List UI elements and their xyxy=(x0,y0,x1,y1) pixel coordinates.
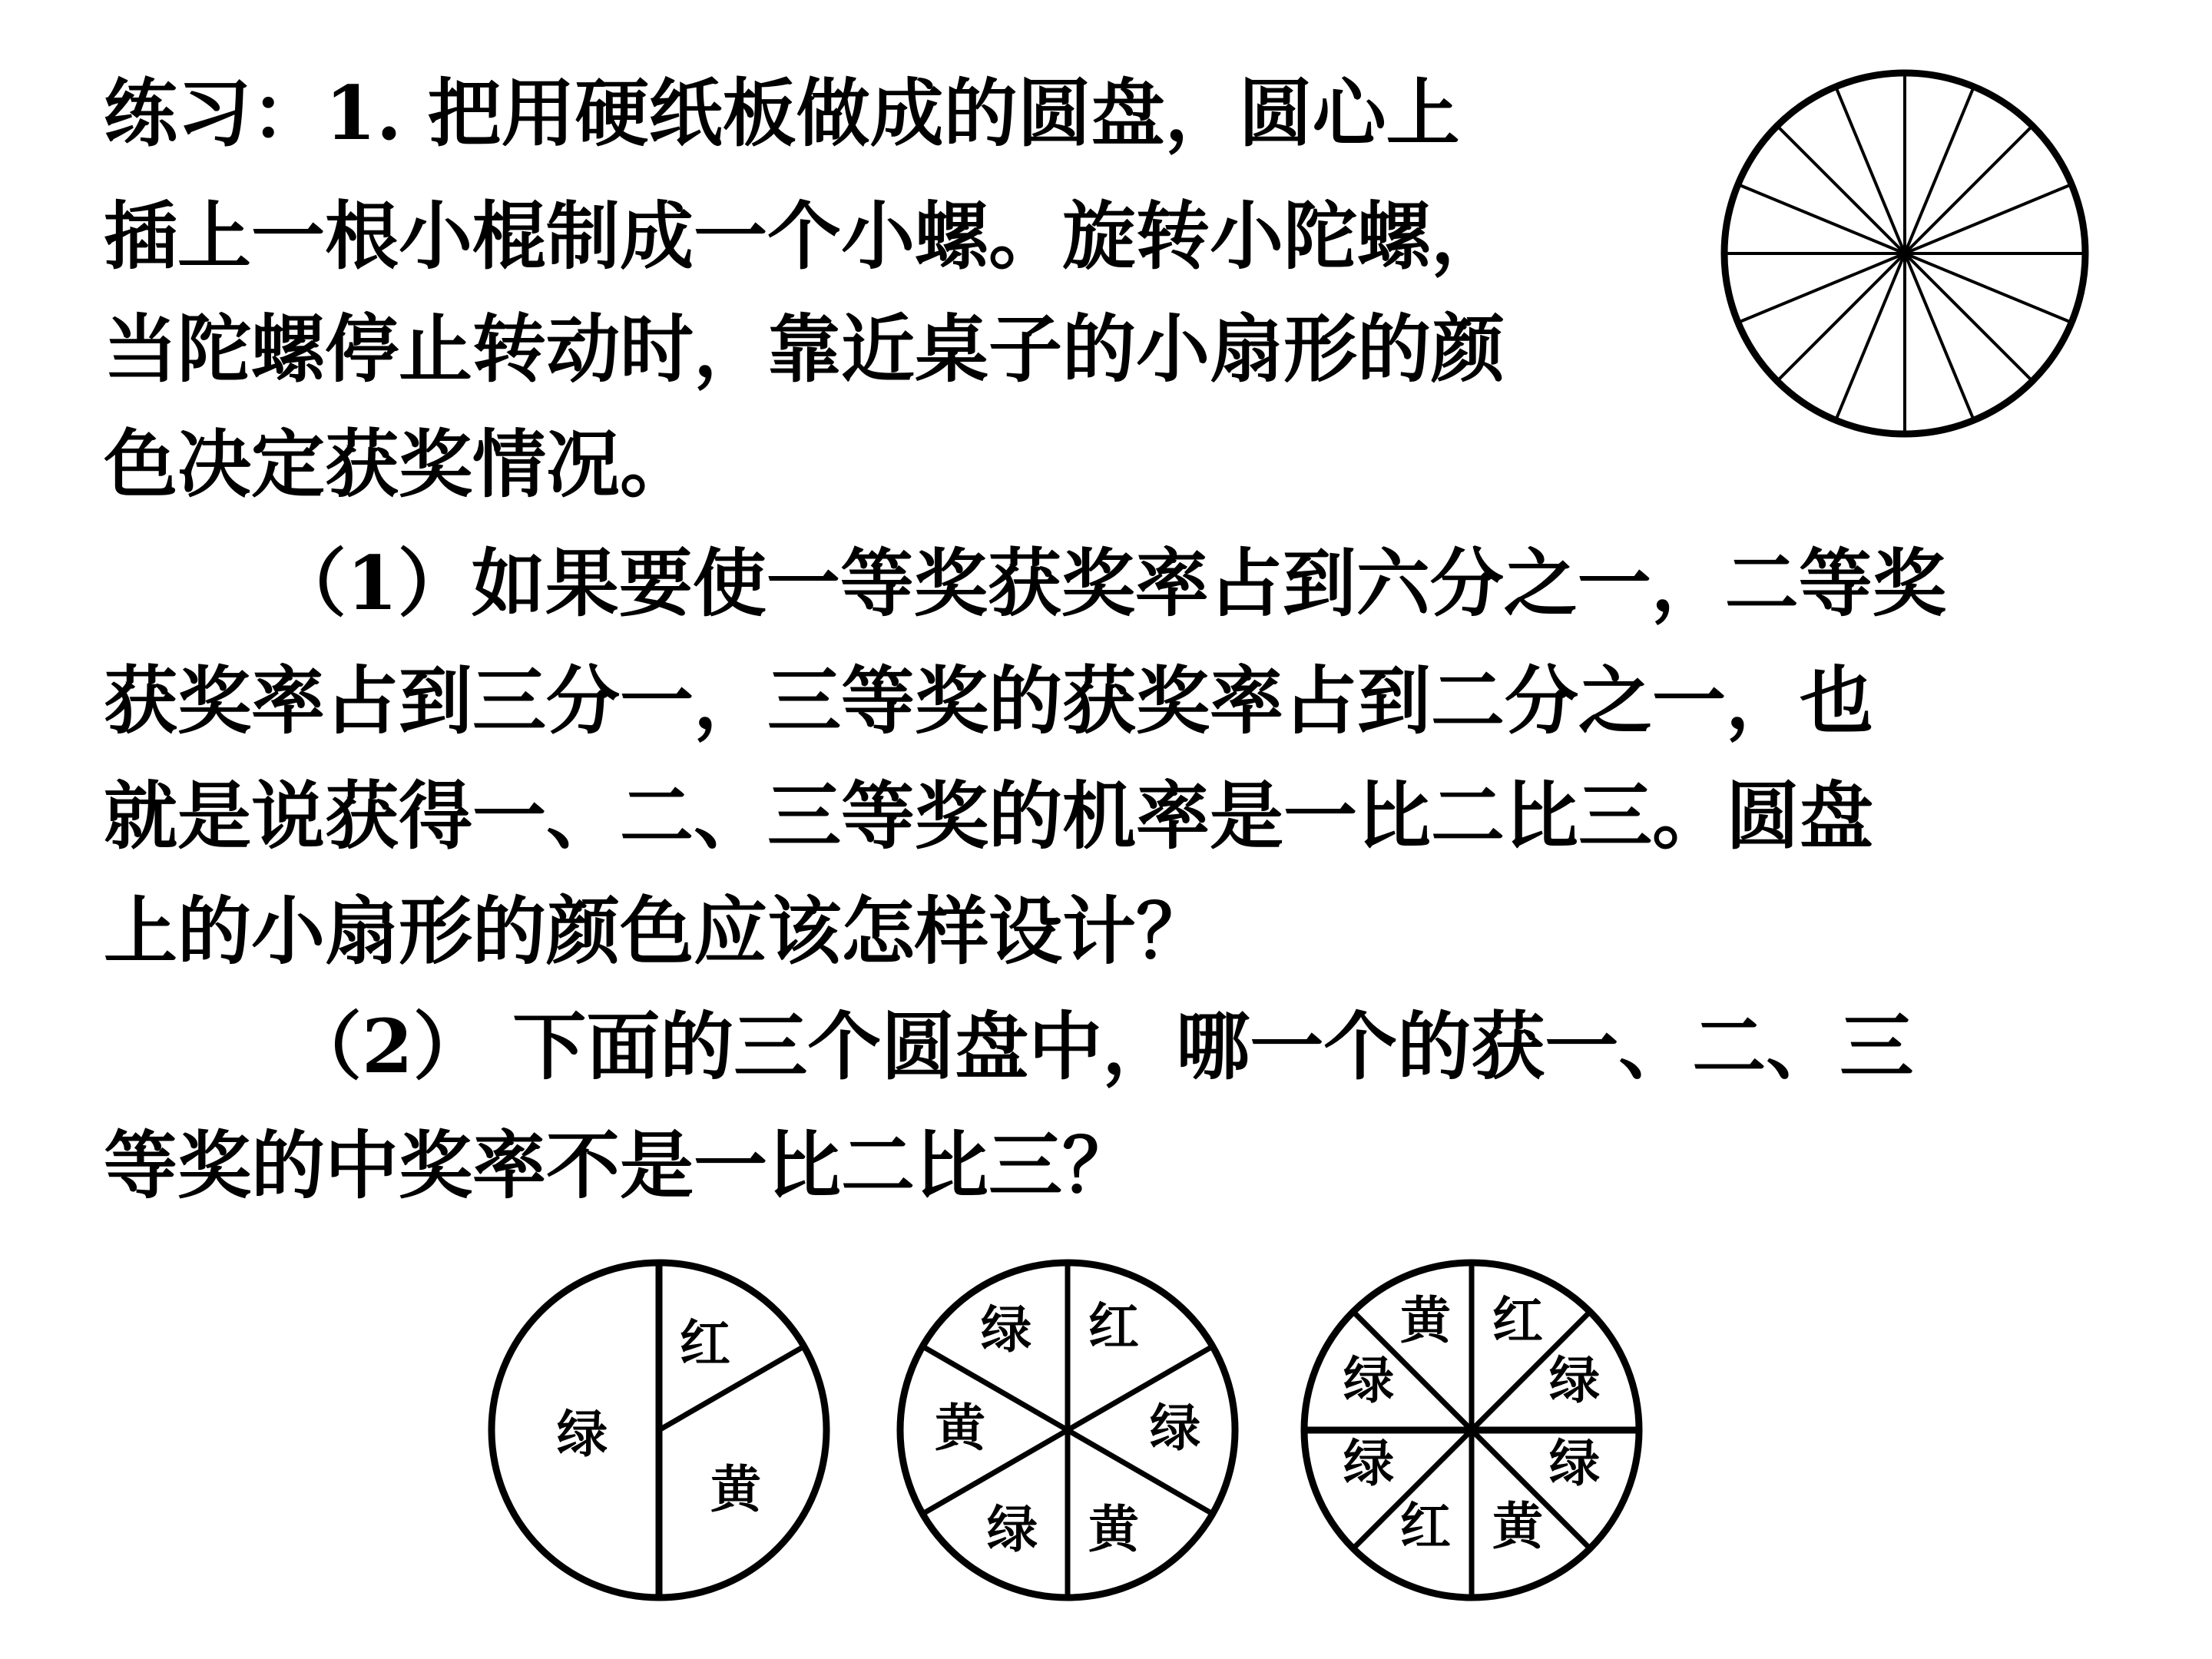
intro-line-2: 插上一根小棍制成一个小螺。旋转小陀螺， xyxy=(104,193,1505,280)
disc-c-label-green-2: 绿 xyxy=(1549,1350,1600,1410)
question1-line-1: （1）如果要使一等奖获奖率占到六分之一，二等奖 xyxy=(273,540,1946,627)
question1-line-3: 就是说获得一、二、三等奖的机率是一比二比三。圆盘 xyxy=(104,773,1873,859)
intro-line-4: 色决定获奖情况。 xyxy=(104,421,694,508)
question2-line-1: （2） 下面的三个圆盘中，哪一个的获一、二、三 xyxy=(288,1003,1914,1090)
disc-b-label-yellow-2: 黄 xyxy=(1088,1499,1139,1559)
disc-a-label-yellow: 黄 xyxy=(710,1459,761,1519)
disc-b-label-green-2: 绿 xyxy=(1150,1398,1200,1458)
disc-b-label-green-3: 绿 xyxy=(987,1499,1038,1559)
disc-c-label-red-1: 红 xyxy=(1492,1290,1543,1350)
disc-c-label-green-3: 绿 xyxy=(1343,1433,1394,1493)
disc-a xyxy=(482,1253,836,1607)
question2-line-2: 等奖的中奖率不是一比二比三？ xyxy=(104,1122,1136,1209)
spinner-disc-16-sectors xyxy=(1713,61,2097,445)
disc-b-label-red: 红 xyxy=(1088,1296,1139,1356)
disc-c-label-yellow-1: 黄 xyxy=(1400,1290,1451,1350)
question1-line-2: 获奖率占到三分一，三等奖的获奖率占到二分之一，也 xyxy=(104,657,1873,744)
disc-a-label-green: 绿 xyxy=(557,1404,608,1464)
disc-c xyxy=(1295,1253,1648,1607)
intro-line-1: 练习：1. 把用硬纸板做成的圆盘，圆心上 xyxy=(104,70,1460,157)
intro-line-3: 当陀螺停止转动时，靠近桌子的小扇形的颜 xyxy=(104,306,1505,392)
disc-c-label-green-1: 绿 xyxy=(1343,1350,1394,1410)
disc-c-label-green-4: 绿 xyxy=(1549,1433,1600,1493)
disc-b xyxy=(891,1253,1244,1607)
question1-line-4: 上的小扇形的颜色应该怎样设计？ xyxy=(104,888,1210,975)
disc-b-label-yellow-1: 黄 xyxy=(935,1398,985,1458)
disc-b-label-green-1: 绿 xyxy=(981,1300,1031,1359)
disc-c-label-red-2: 红 xyxy=(1400,1496,1451,1556)
disc-a-label-red: 红 xyxy=(680,1313,730,1373)
disc-c-label-yellow-2: 黄 xyxy=(1492,1496,1543,1556)
sector-divider-lines xyxy=(1724,73,2085,434)
